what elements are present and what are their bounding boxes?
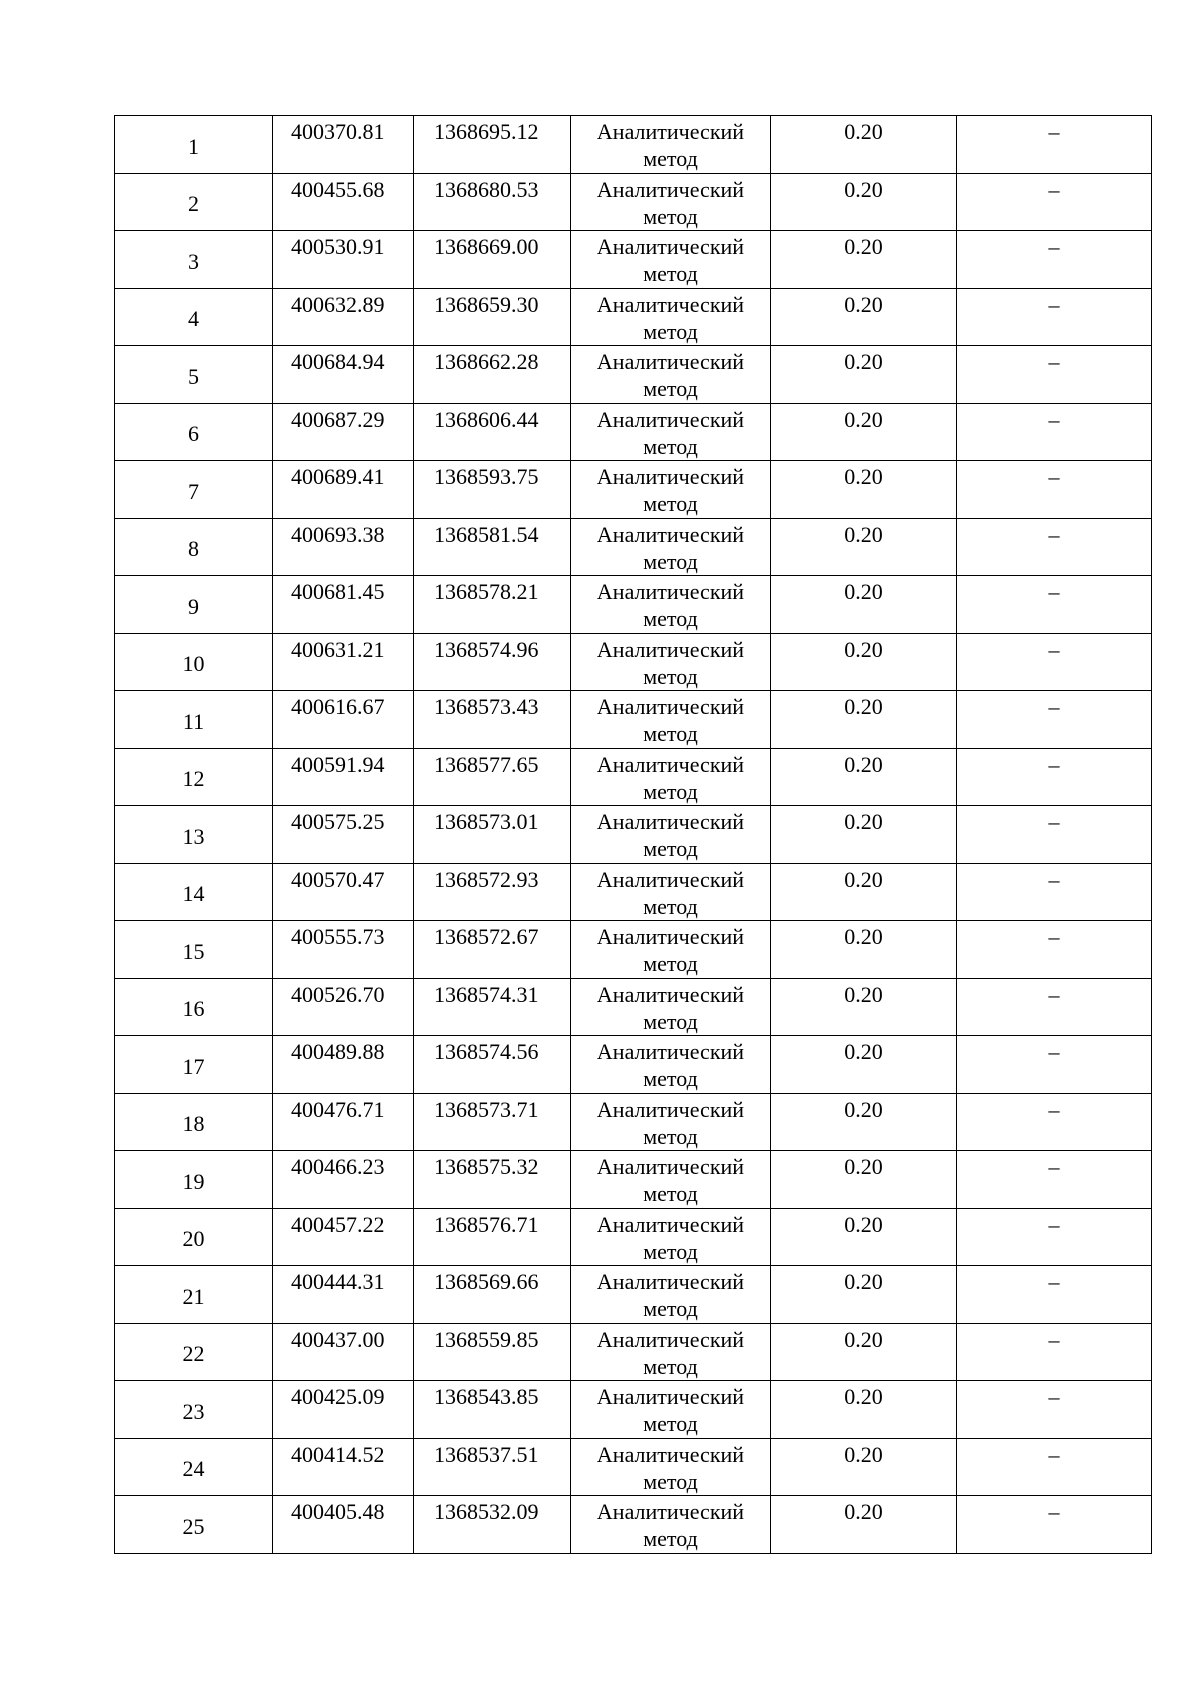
- x-coordinate-cell: 400370.81: [273, 116, 414, 174]
- x-coordinate-cell: 400466.23: [273, 1151, 414, 1209]
- y-coordinate-cell: 1368575.32: [414, 1151, 571, 1209]
- accuracy-cell: 0.20: [771, 978, 957, 1036]
- note-cell: –: [957, 231, 1152, 289]
- point-number-cell: 15: [115, 921, 273, 979]
- point-number-cell: 5: [115, 346, 273, 404]
- method-text-line-2: метод: [643, 1123, 698, 1149]
- method-cell: [571, 633, 771, 691]
- accuracy-cell: 0.20: [771, 1496, 957, 1554]
- table-row: [115, 173, 1152, 231]
- table-row: [115, 1496, 1152, 1554]
- accuracy-cell: 0.20: [771, 1036, 957, 1094]
- point-number-cell: 24: [115, 1438, 273, 1496]
- coordinates-table-body: [115, 116, 1152, 1554]
- y-coordinate-cell: 1368574.31: [414, 978, 571, 1036]
- note-cell: –: [957, 748, 1152, 806]
- y-coordinate-cell: 1368577.65: [414, 748, 571, 806]
- y-coordinate-cell: 1368572.93: [414, 863, 571, 921]
- accuracy-cell: 0.20: [771, 748, 957, 806]
- y-coordinate-cell: 1368537.51: [414, 1438, 571, 1496]
- accuracy-cell: 0.20: [771, 806, 957, 864]
- x-coordinate-cell: 400405.48: [273, 1496, 414, 1554]
- accuracy-cell: 0.20: [771, 921, 957, 979]
- method-text-line-2: метод: [643, 778, 698, 804]
- y-coordinate-cell: 1368572.67: [414, 921, 571, 979]
- y-coordinate-cell: 1368659.30: [414, 288, 571, 346]
- note-cell: –: [957, 1266, 1152, 1324]
- table-row: [115, 978, 1152, 1036]
- note-cell: –: [957, 116, 1152, 174]
- point-number-cell: 10: [115, 633, 273, 691]
- method-text-line-2: метод: [643, 1238, 698, 1264]
- table-row: [115, 576, 1152, 634]
- method-text-line-1: Аналитический: [596, 866, 745, 892]
- y-coordinate-cell: 1368574.56: [414, 1036, 571, 1094]
- method-text-line-2: метод: [643, 893, 698, 919]
- method-cell: [571, 1266, 771, 1324]
- method-text-line-2: метод: [643, 203, 698, 229]
- method-text-line-1: Аналитический: [596, 464, 745, 489]
- method-cell: [571, 1381, 771, 1439]
- method-text-line-2: метод: [643, 376, 698, 401]
- table-row: [115, 1208, 1152, 1266]
- method-cell: [571, 518, 771, 576]
- method-text-line-1: Аналитический: [596, 1211, 745, 1237]
- table-row: [115, 921, 1152, 979]
- method-cell: [571, 1151, 771, 1209]
- method-cell: [571, 461, 771, 519]
- table-row: [115, 1266, 1152, 1324]
- point-number-cell: 6: [115, 403, 273, 461]
- table-row: [115, 1151, 1152, 1209]
- x-coordinate-cell: 400687.29: [273, 403, 414, 461]
- point-number-cell: 3: [115, 231, 273, 289]
- method-cell: [571, 288, 771, 346]
- note-cell: –: [957, 1208, 1152, 1266]
- point-number-cell: 14: [115, 863, 273, 921]
- method-text-line-2: метод: [643, 606, 698, 631]
- point-number-cell: 9: [115, 576, 273, 634]
- method-text-line-2: метод: [643, 261, 698, 286]
- accuracy-cell: 0.20: [771, 116, 957, 174]
- method-cell: [571, 1208, 771, 1266]
- point-number-cell: 25: [115, 1496, 273, 1554]
- method-cell: [571, 173, 771, 231]
- method-cell: [571, 1036, 771, 1094]
- method-text-line-1: Аналитический: [596, 291, 745, 317]
- table-row: [115, 403, 1152, 461]
- point-number-cell: 8: [115, 518, 273, 576]
- y-coordinate-cell: 1368543.85: [414, 1381, 571, 1439]
- accuracy-cell: 0.20: [771, 173, 957, 231]
- y-coordinate-cell: 1368593.75: [414, 461, 571, 519]
- note-cell: –: [957, 518, 1152, 576]
- method-text-line-2: метод: [643, 1181, 698, 1206]
- method-text-line-2: метод: [643, 1468, 698, 1494]
- note-cell: –: [957, 461, 1152, 519]
- method-text-line-1: Аналитический: [596, 1326, 745, 1352]
- method-cell: [571, 806, 771, 864]
- accuracy-cell: 0.20: [771, 863, 957, 921]
- y-coordinate-cell: 1368662.28: [414, 346, 571, 404]
- method-cell: [571, 231, 771, 289]
- note-cell: –: [957, 288, 1152, 346]
- note-cell: –: [957, 806, 1152, 864]
- y-coordinate-cell: 1368680.53: [414, 173, 571, 231]
- accuracy-cell: 0.20: [771, 633, 957, 691]
- table-row: [115, 691, 1152, 749]
- accuracy-cell: 0.20: [771, 346, 957, 404]
- method-text-line-2: метод: [643, 491, 698, 516]
- table-row: [115, 288, 1152, 346]
- table-row: [115, 346, 1152, 404]
- method-text-line-1: Аналитический: [596, 349, 745, 374]
- table-row: [115, 231, 1152, 289]
- point-number-cell: 19: [115, 1151, 273, 1209]
- x-coordinate-cell: 400616.67: [273, 691, 414, 749]
- point-number-cell: 12: [115, 748, 273, 806]
- point-number-cell: 13: [115, 806, 273, 864]
- y-coordinate-cell: 1368606.44: [414, 403, 571, 461]
- point-number-cell: 21: [115, 1266, 273, 1324]
- note-cell: –: [957, 1151, 1152, 1209]
- method-text-line-1: Аналитический: [596, 1499, 745, 1524]
- method-cell: [571, 346, 771, 404]
- method-text-line-1: Аналитический: [596, 1039, 745, 1064]
- method-text-line-2: метод: [643, 146, 698, 171]
- method-text-line-2: метод: [643, 1296, 698, 1321]
- note-cell: –: [957, 691, 1152, 749]
- table-row: [115, 863, 1152, 921]
- method-text-line-1: Аналитический: [596, 924, 745, 949]
- x-coordinate-cell: 400425.09: [273, 1381, 414, 1439]
- point-number-cell: 11: [115, 691, 273, 749]
- accuracy-cell: 0.20: [771, 1208, 957, 1266]
- method-text-line-1: Аналитический: [596, 406, 745, 432]
- method-text-line-2: метод: [643, 1066, 698, 1091]
- x-coordinate-cell: 400526.70: [273, 978, 414, 1036]
- x-coordinate-cell: 400575.25: [273, 806, 414, 864]
- x-coordinate-cell: 400489.88: [273, 1036, 414, 1094]
- x-coordinate-cell: 400632.89: [273, 288, 414, 346]
- note-cell: –: [957, 403, 1152, 461]
- method-cell: [571, 978, 771, 1036]
- point-number-cell: 22: [115, 1323, 273, 1381]
- method-cell: [571, 1093, 771, 1151]
- method-text-line-2: метод: [643, 951, 698, 976]
- method-text-line-1: Аналитический: [596, 694, 745, 719]
- note-cell: –: [957, 1496, 1152, 1554]
- method-cell: [571, 403, 771, 461]
- table-row: [115, 116, 1152, 174]
- method-text-line-2: метод: [643, 1411, 698, 1436]
- point-number-cell: 20: [115, 1208, 273, 1266]
- table-row: [115, 1438, 1152, 1496]
- method-text-line-1: Аналитический: [596, 981, 745, 1007]
- method-text-line-1: Аналитический: [596, 1441, 745, 1467]
- accuracy-cell: 0.20: [771, 1266, 957, 1324]
- accuracy-cell: 0.20: [771, 1438, 957, 1496]
- point-number-cell: 7: [115, 461, 273, 519]
- x-coordinate-cell: 400476.71: [273, 1093, 414, 1151]
- y-coordinate-cell: 1368574.96: [414, 633, 571, 691]
- method-text-line-2: метод: [643, 663, 698, 689]
- coordinates-table: [114, 115, 1152, 1554]
- note-cell: –: [957, 863, 1152, 921]
- y-coordinate-cell: 1368581.54: [414, 518, 571, 576]
- x-coordinate-cell: 400555.73: [273, 921, 414, 979]
- method-text-line-1: Аналитический: [596, 1154, 745, 1179]
- point-number-cell: 16: [115, 978, 273, 1036]
- table-row: [115, 1323, 1152, 1381]
- method-text-line-1: Аналитический: [596, 234, 745, 259]
- y-coordinate-cell: 1368695.12: [414, 116, 571, 174]
- note-cell: –: [957, 1438, 1152, 1496]
- x-coordinate-cell: 400455.68: [273, 173, 414, 231]
- accuracy-cell: 0.20: [771, 576, 957, 634]
- table-row: [115, 518, 1152, 576]
- method-text-line-1: Аналитический: [596, 751, 745, 777]
- method-text-line-1: Аналитический: [596, 579, 745, 604]
- x-coordinate-cell: 400684.94: [273, 346, 414, 404]
- table-row: [115, 1093, 1152, 1151]
- method-cell: [571, 1323, 771, 1381]
- x-coordinate-cell: 400689.41: [273, 461, 414, 519]
- accuracy-cell: 0.20: [771, 461, 957, 519]
- note-cell: –: [957, 346, 1152, 404]
- note-cell: –: [957, 921, 1152, 979]
- method-text-line-1: Аналитический: [596, 521, 745, 547]
- table-row: [115, 461, 1152, 519]
- method-text-line-1: Аналитический: [596, 1096, 745, 1122]
- y-coordinate-cell: 1368578.21: [414, 576, 571, 634]
- method-text-line-1: Аналитический: [596, 1384, 745, 1409]
- method-text-line-2: метод: [643, 721, 698, 746]
- method-text-line-2: метод: [643, 433, 698, 459]
- y-coordinate-cell: 1368559.85: [414, 1323, 571, 1381]
- accuracy-cell: 0.20: [771, 288, 957, 346]
- method-text-line-2: метод: [643, 1526, 698, 1551]
- method-text-line-2: метод: [643, 548, 698, 574]
- table-row: [115, 633, 1152, 691]
- method-cell: [571, 576, 771, 634]
- method-text-line-1: Аналитический: [596, 119, 745, 144]
- accuracy-cell: 0.20: [771, 691, 957, 749]
- method-cell: [571, 116, 771, 174]
- accuracy-cell: 0.20: [771, 1093, 957, 1151]
- point-number-cell: 1: [115, 116, 273, 174]
- method-cell: [571, 1496, 771, 1554]
- method-cell: [571, 1438, 771, 1496]
- method-text-line-2: метод: [643, 836, 698, 861]
- method-text-line-2: метод: [643, 1353, 698, 1379]
- note-cell: –: [957, 1323, 1152, 1381]
- table-row: [115, 748, 1152, 806]
- x-coordinate-cell: 400591.94: [273, 748, 414, 806]
- method-cell: [571, 691, 771, 749]
- table-row: [115, 1036, 1152, 1094]
- point-number-cell: 18: [115, 1093, 273, 1151]
- accuracy-cell: 0.20: [771, 403, 957, 461]
- accuracy-cell: 0.20: [771, 1151, 957, 1209]
- method-text-line-2: метод: [643, 1008, 698, 1034]
- x-coordinate-cell: 400444.31: [273, 1266, 414, 1324]
- method-cell: [571, 748, 771, 806]
- x-coordinate-cell: 400530.91: [273, 231, 414, 289]
- x-coordinate-cell: 400631.21: [273, 633, 414, 691]
- accuracy-cell: 0.20: [771, 518, 957, 576]
- method-text-line-1: Аналитический: [596, 809, 745, 834]
- method-text-line-2: метод: [643, 318, 698, 344]
- note-cell: –: [957, 633, 1152, 691]
- note-cell: –: [957, 1381, 1152, 1439]
- point-number-cell: 17: [115, 1036, 273, 1094]
- note-cell: –: [957, 1093, 1152, 1151]
- note-cell: –: [957, 978, 1152, 1036]
- method-text-line-1: Аналитический: [596, 636, 745, 662]
- y-coordinate-cell: 1368532.09: [414, 1496, 571, 1554]
- accuracy-cell: 0.20: [771, 1381, 957, 1439]
- x-coordinate-cell: 400570.47: [273, 863, 414, 921]
- note-cell: –: [957, 1036, 1152, 1094]
- accuracy-cell: 0.20: [771, 1323, 957, 1381]
- x-coordinate-cell: 400414.52: [273, 1438, 414, 1496]
- x-coordinate-cell: 400437.00: [273, 1323, 414, 1381]
- note-cell: –: [957, 173, 1152, 231]
- y-coordinate-cell: 1368569.66: [414, 1266, 571, 1324]
- x-coordinate-cell: 400457.22: [273, 1208, 414, 1266]
- x-coordinate-cell: 400681.45: [273, 576, 414, 634]
- method-text-line-1: Аналитический: [596, 1269, 745, 1294]
- y-coordinate-cell: 1368576.71: [414, 1208, 571, 1266]
- point-number-cell: 4: [115, 288, 273, 346]
- y-coordinate-cell: 1368573.01: [414, 806, 571, 864]
- point-number-cell: 23: [115, 1381, 273, 1439]
- point-number-cell: 2: [115, 173, 273, 231]
- y-coordinate-cell: 1368669.00: [414, 231, 571, 289]
- y-coordinate-cell: 1368573.43: [414, 691, 571, 749]
- y-coordinate-cell: 1368573.71: [414, 1093, 571, 1151]
- note-cell: –: [957, 576, 1152, 634]
- table-row: [115, 1381, 1152, 1439]
- method-cell: [571, 921, 771, 979]
- method-text-line-1: Аналитический: [596, 176, 745, 202]
- x-coordinate-cell: 400693.38: [273, 518, 414, 576]
- method-cell: [571, 863, 771, 921]
- accuracy-cell: 0.20: [771, 231, 957, 289]
- table-row: [115, 806, 1152, 864]
